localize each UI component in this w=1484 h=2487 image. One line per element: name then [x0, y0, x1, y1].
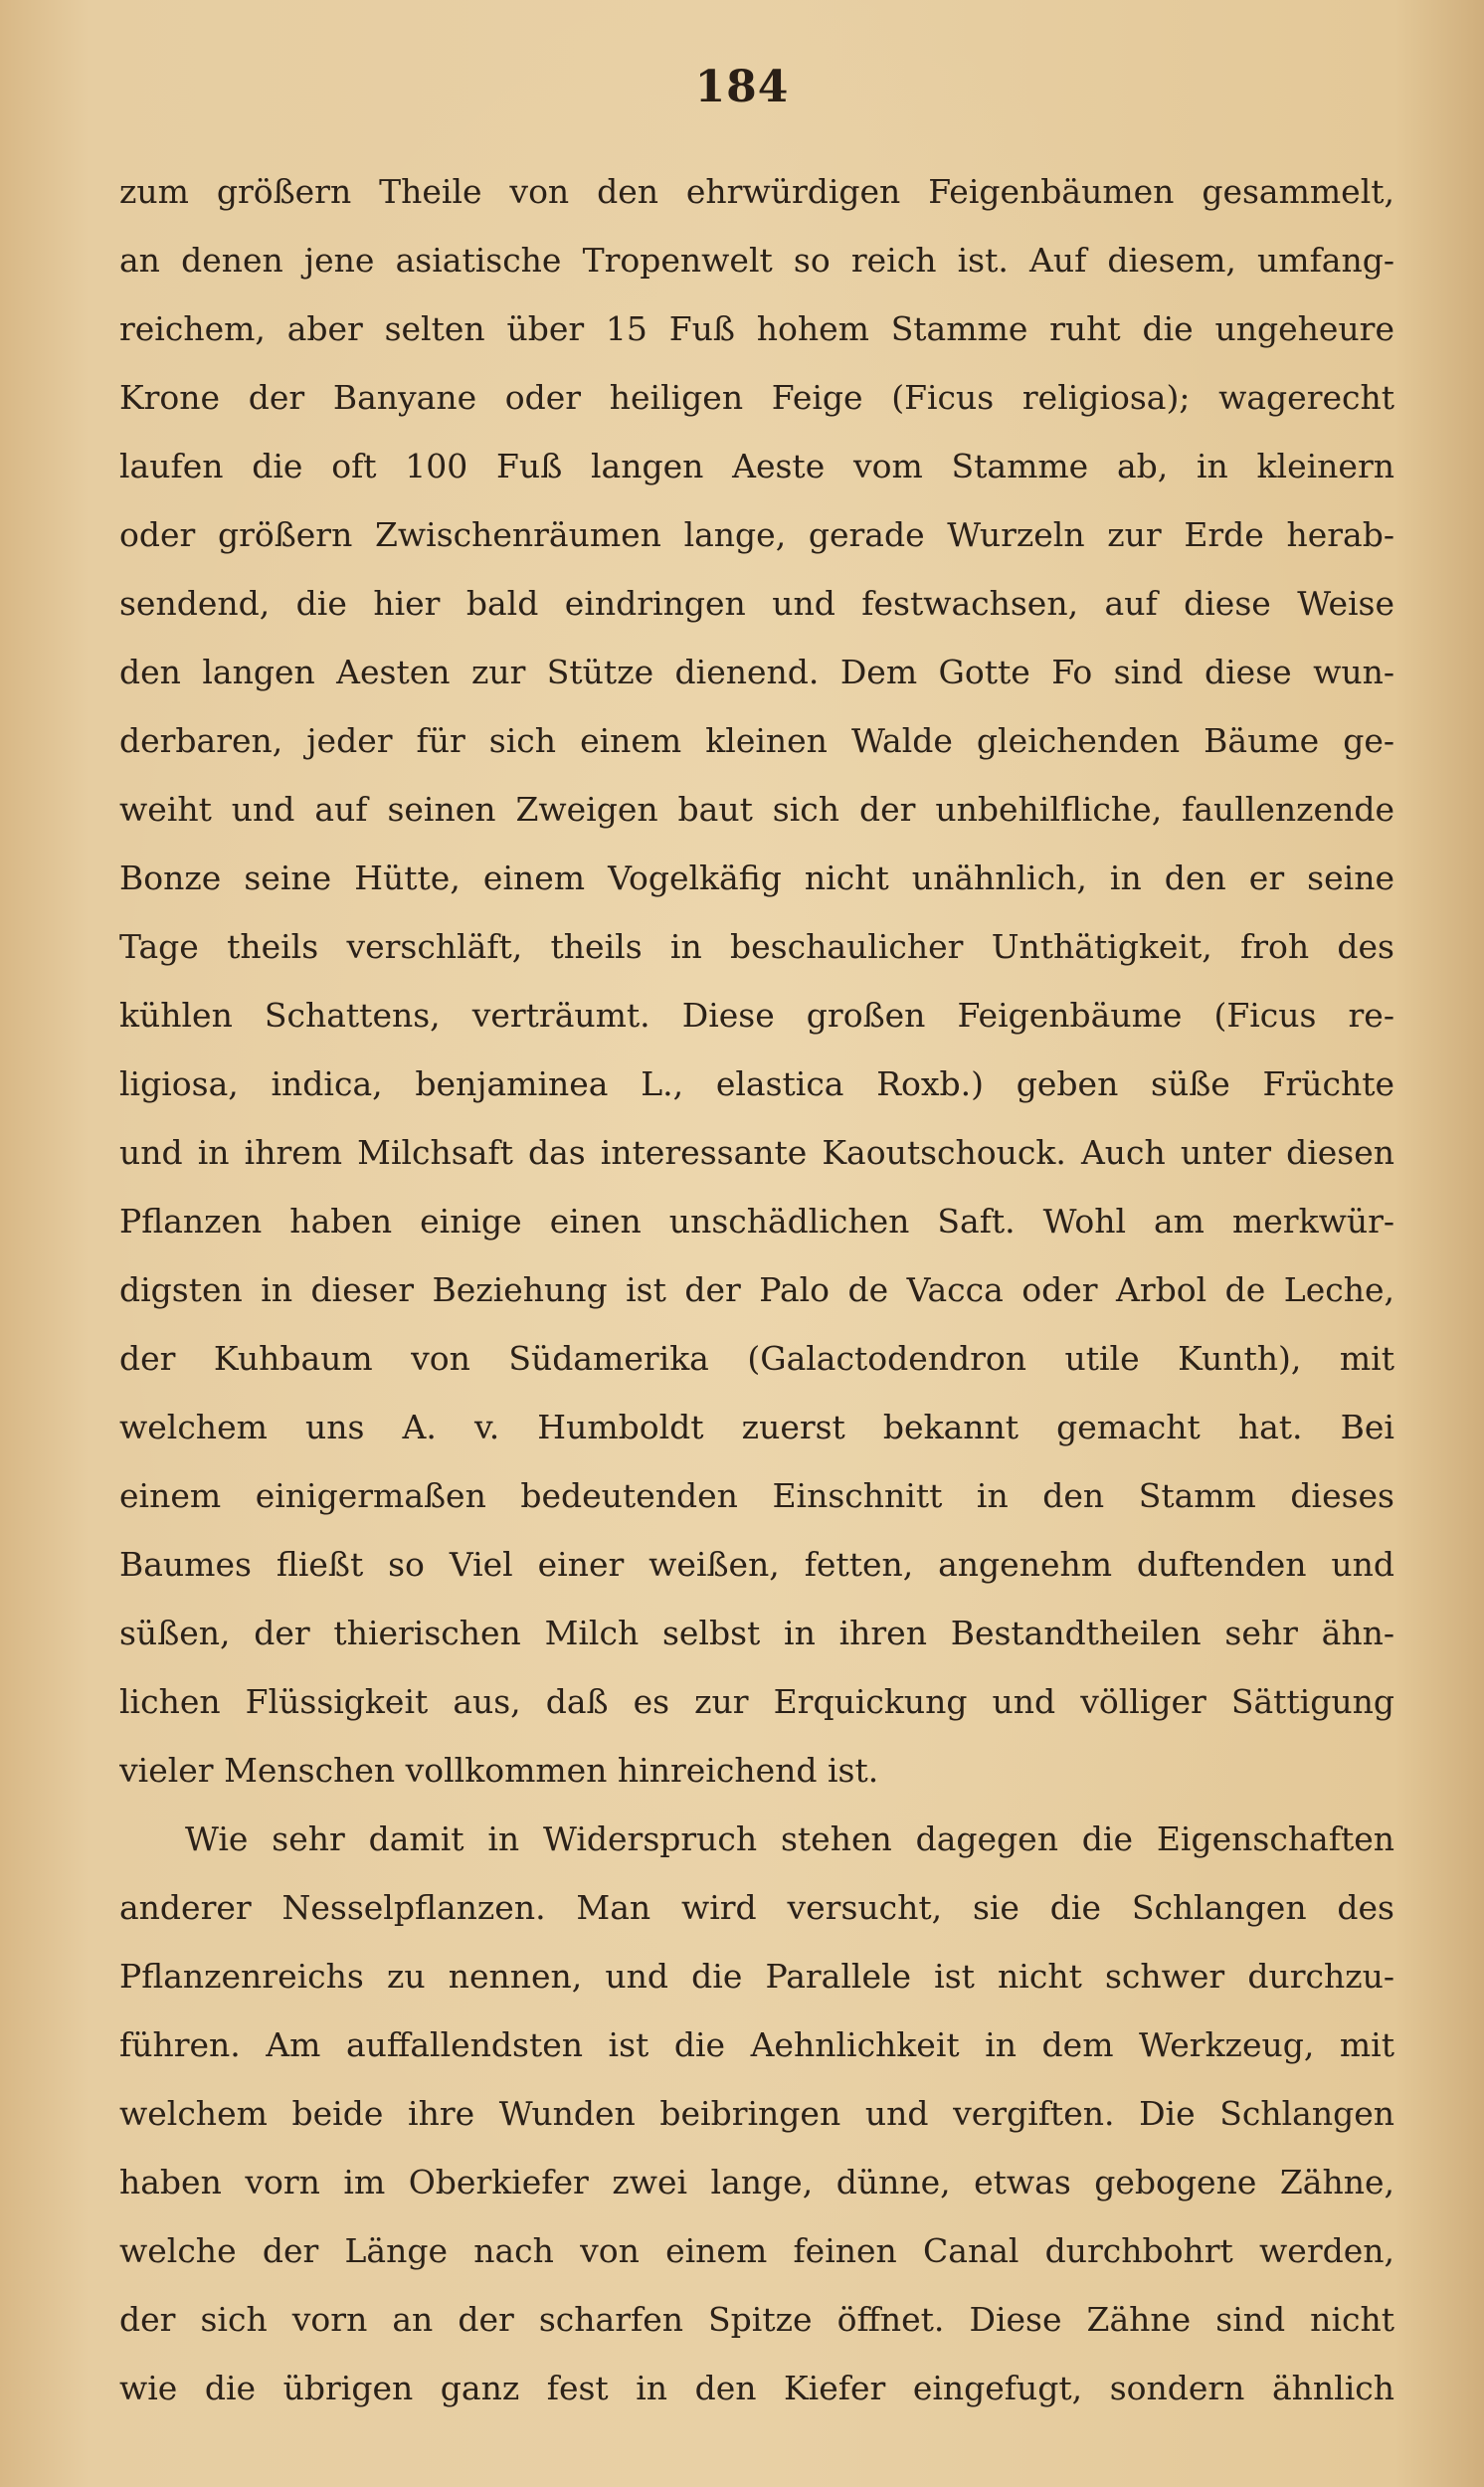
text-line: an denen jene asiatische Tropenwelt so reich ist. Auf diesem, umfang- — [119, 241, 1394, 280]
text-line: Wie sehr damit in Widerspruch stehen dagegen die Eigenschaften — [185, 1819, 1394, 1858]
text-line: derbaren, jeder für sich einem kleinen Walde gleichenden Bäume ge- — [119, 721, 1394, 760]
text-line: den langen Aesten zur Stütze dienend. Dem Gotte Fo sind diese wun- — [119, 653, 1394, 691]
text-line: laufen die oft 100 Fuß langen Aeste vom Stamme ab, in kleinern — [119, 447, 1394, 485]
text-line: Pflanzen haben einige einen unschädlichen Saft. Wohl am merkwür- — [119, 1202, 1394, 1241]
text-line: oder größern Zwischenräumen lange, gerade Wurzeln zur Erde herab- — [119, 515, 1394, 554]
text-line: haben vorn im Oberkiefer zwei lange, dünne, etwas gebogene Zähne, — [119, 2163, 1394, 2201]
page-number: 184 — [694, 62, 790, 112]
text-line: ligiosa, indica, benjaminea L., elastica Roxb.) geben süße Früchte — [119, 1064, 1394, 1103]
text-line: Krone der Banyane oder heiligen Feige (Ficus religiosa); wagerecht — [119, 378, 1394, 417]
text-line: digsten in dieser Beziehung ist der Palo de Vacca oder Arbol de Leche, — [119, 1270, 1394, 1309]
text-line: Tage theils verschläft, theils in beschaulicher Unthätigkeit, froh des — [119, 927, 1394, 966]
text-line: führen. Am auffallendsten ist die Aehnlichkeit in dem Werkzeug, mit — [119, 2025, 1394, 2064]
text-line: wie die übrigen ganz fest in den Kiefer eingefugt, sondern ähnlich — [119, 2369, 1394, 2407]
text-line: lichen Flüssigkeit aus, daß es zur Erquickung und völliger Sättigung — [119, 1682, 1394, 1721]
text-line: welche der Länge nach von einem feinen Canal durchbohrt werden, — [119, 2231, 1394, 2270]
text-line: welchem uns A. v. Humboldt zuerst bekannt gemacht hat. Bei — [119, 1408, 1394, 1446]
text-line: vieler Menschen vollkommen hinreichend ist. — [119, 1751, 879, 1790]
paragraph-2 — [119, 1805, 1394, 2422]
text-line: reichem, aber selten über 15 Fuß hohem Stamme ruht die ungeheure — [119, 309, 1394, 348]
text-line: sendend, die hier bald eindringen und festwachsen, auf diese Weise — [119, 584, 1394, 623]
body-text — [119, 157, 1394, 2422]
text-line: kühlen Schattens, verträumt. Diese großen Feigenbäume (Ficus re- — [119, 996, 1394, 1035]
text-line: weiht und auf seinen Zweigen baut sich der unbehilfliche, faullenzende — [119, 790, 1394, 829]
text-line: süßen, der thierischen Milch selbst in ihren Bestandtheilen sehr ähn- — [119, 1614, 1394, 1652]
text-line: zum größern Theile von den ehrwürdigen Feigenbäumen gesammelt, — [119, 172, 1394, 211]
text-line: Pflanzenreichs zu nennen, und die Parallele ist nicht schwer durchzu- — [119, 1957, 1394, 1996]
text-line: anderer Nesselpflanzen. Man wird versucht, sie die Schlangen des — [119, 1888, 1394, 1927]
text-line: welchem beide ihre Wunden beibringen und vergiften. Die Schlangen — [119, 2094, 1394, 2133]
text-line: Bonze seine Hütte, einem Vogelkäfig nicht unähnlich, in den er seine — [119, 859, 1394, 897]
text-line: einem einigermaßen bedeutenden Einschnitt in den Stamm dieses — [119, 1476, 1394, 1515]
text-line: der sich vorn an der scharfen Spitze öffnet. Diese Zähne sind nicht — [119, 2300, 1394, 2339]
paragraph-1 — [119, 157, 1394, 1805]
text-line: Baumes fließt so Viel einer weißen, fetten, angenehm duftenden und — [119, 1545, 1394, 1584]
text-line: und in ihrem Milchsaft das interessante Kaoutschouck. Auch unter diesen — [119, 1133, 1394, 1172]
text-line: der Kuhbaum von Südamerika (Galactodendron utile Kunth), mit — [119, 1339, 1394, 1378]
